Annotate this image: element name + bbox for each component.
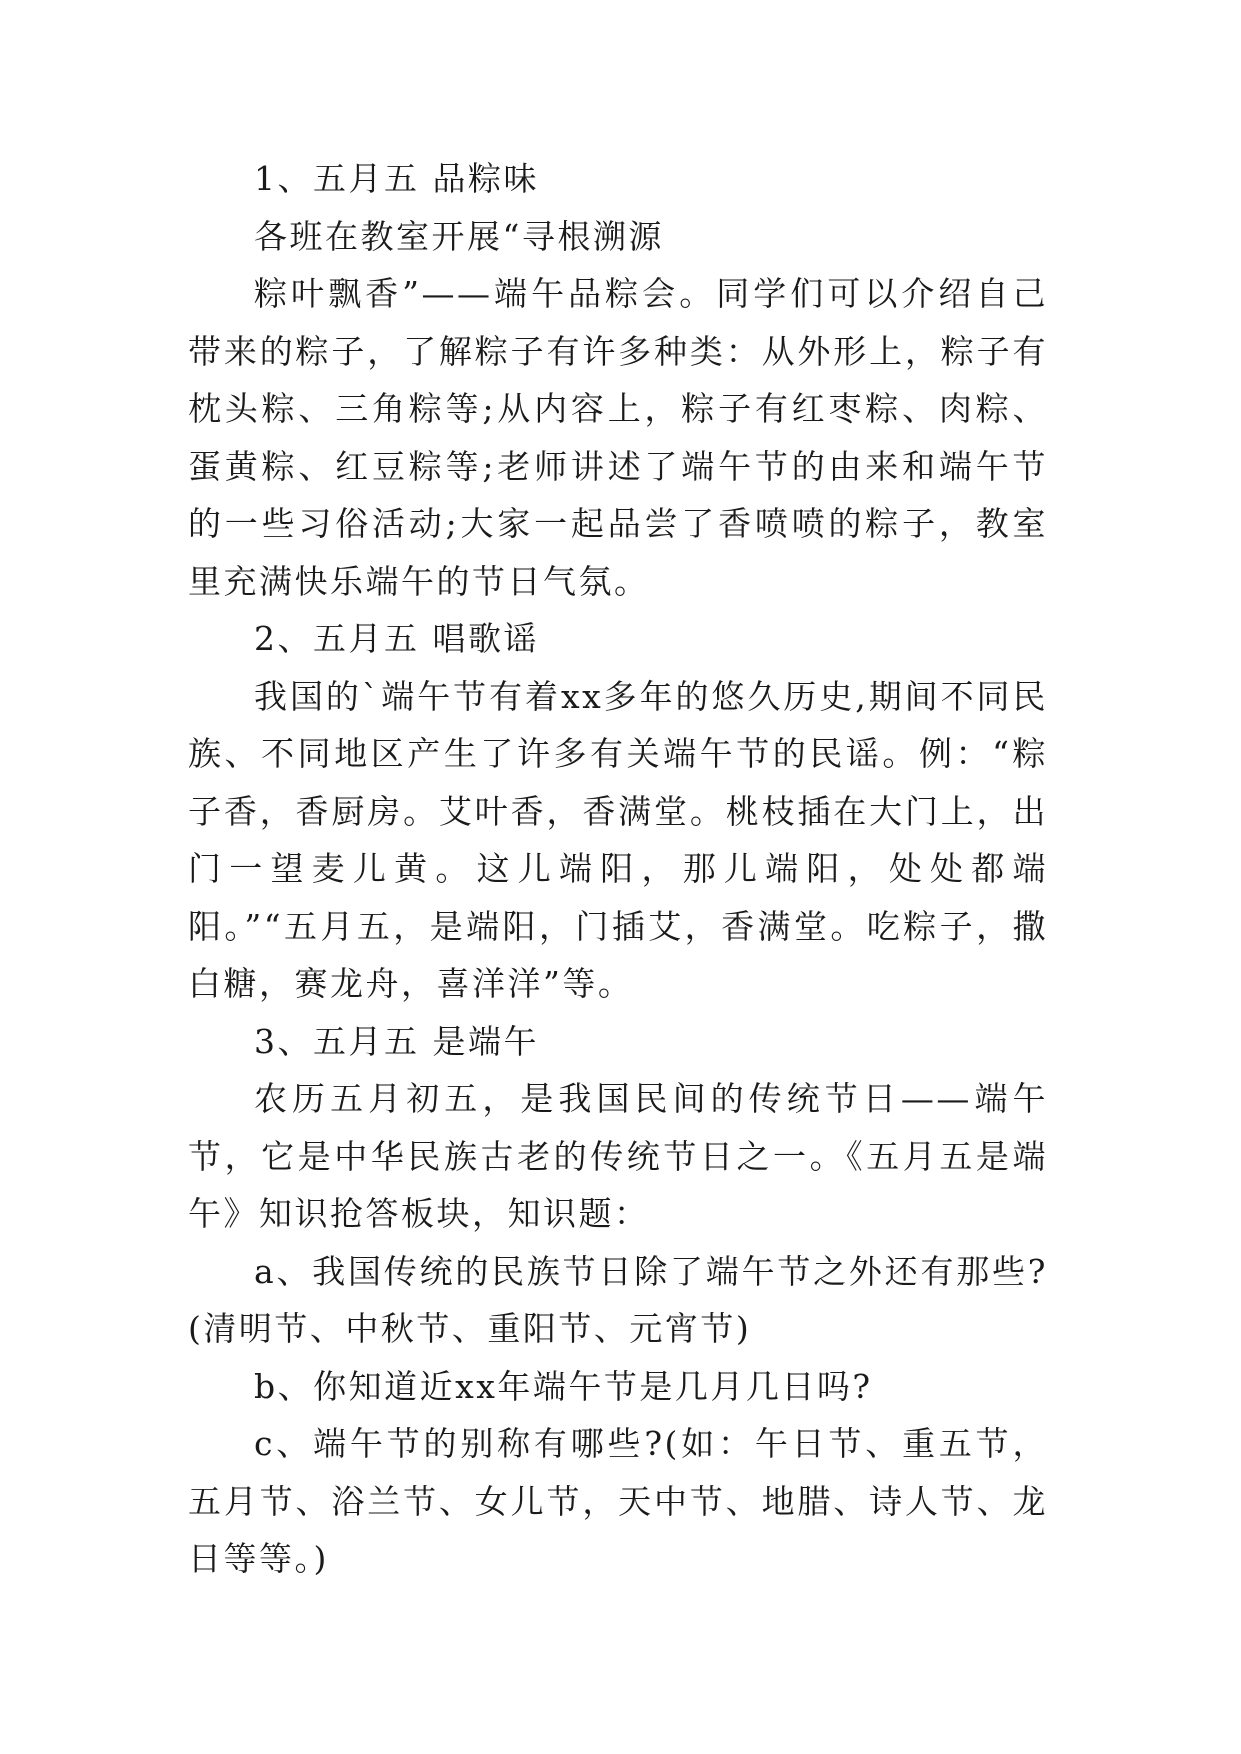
section-heading-3: 3、五月五 是端午 — [254, 1021, 539, 1061]
quiz-question-a: a、我国传统的民族节日除了端午节之外还有那些?(清明节、中秋节、重阳节、元宵节) — [188, 1251, 1048, 1348]
paragraph-activity-intro: 各班在教室开展“寻根溯源 — [254, 216, 664, 256]
document-page — [188, 150, 1048, 1588]
quiz-question-b: b、你知道近xx年端午节是几月几日吗? — [254, 1366, 873, 1406]
paragraph-folk-songs: 我国的`端午节有着xx多年的悠久历史,期间不同民族、不同地区产生了许多有关端午节的民谣。例：“粽子香，香厨房。艾叶香，香满堂。桃枝插在大门上，出门一望麦儿黄。这儿端阳，那儿端阳，处处都端阳。”“五月五，是端阳，门插艾，香满堂。吃粽子，撒白糖，赛龙舟，喜洋洋”等。 — [188, 676, 1048, 1003]
section-heading-1: 1、五月五 品粽味 — [254, 159, 539, 198]
section-heading-2: 2、五月五 唱歌谣 — [254, 619, 539, 658]
paragraph-zongzi-tasting: 粽叶飘香”——端午品粽会。同学们可以介绍自己带来的粽子，了解粽子有许多种类：从外形上，粽子有枕头粽、三角粽等;从内容上，粽子有红枣粽、肉粽、蛋黄粽、红豆粽等;老师讲述了端午节的由来和端午节的一些习俗活动;大家一起品尝了香喷喷的粽子，教室里充满快乐端午的节日气氛。 — [188, 274, 1048, 601]
paragraph-festival-quiz-intro: 农历五月初五，是我国民间的传统节日——端午节，它是中华民族古老的传统节日之一。《五月五是端午》知识抢答板块，知识题： — [188, 1079, 1048, 1233]
quiz-question-c: c、端午节的别称有哪些?(如：午日节、重五节，五月节、浴兰节、女儿节，天中节、地腊、诗人节、龙日等等。) — [188, 1424, 1048, 1578]
